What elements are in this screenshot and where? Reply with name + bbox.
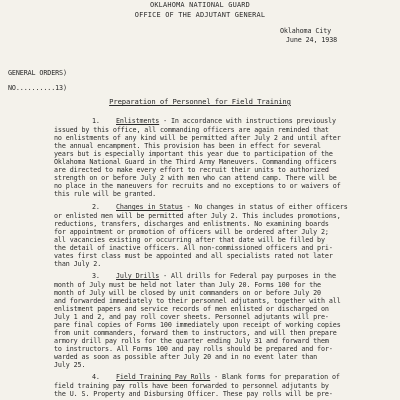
paragraph-line: July 25. xyxy=(54,361,86,369)
paragraph-line: warded as soon as possible after July 20 and in no event later than xyxy=(54,353,318,361)
paragraph-line: Enlistments - In accordance with instructions previously xyxy=(116,117,336,125)
paragraph-heading: Field Training Pay Rolls xyxy=(116,373,211,381)
paragraph-line: this rule will be granted. xyxy=(54,190,157,198)
paragraph-line: than July 2. xyxy=(54,260,102,268)
orders-number: NO..........13) xyxy=(8,84,67,92)
paragraph-number: 3. xyxy=(92,272,100,280)
paragraph-line: pare final copies of Forms 100 immediately upon receipt of working copies xyxy=(54,321,341,329)
paragraph-heading: Enlistments xyxy=(116,117,160,125)
date: June 24, 1938 xyxy=(286,36,338,44)
paragraph-number: 4. xyxy=(92,373,100,381)
paragraph-line: the detail of inactive officers. All non-commissioned officers and pri- xyxy=(54,244,333,252)
paragraph-line: all vacancies existing or occurring after that date will be filled by xyxy=(54,236,325,244)
paragraph-line: enlistment papers and service records of men enlisted or discharged on xyxy=(54,305,329,313)
paragraph-line: from unit commanders, forward them to instructors, and will then prepare xyxy=(54,329,337,337)
org-name: OKLAHOMA NATIONAL GUARD xyxy=(149,1,251,9)
paragraph-line: for appointment or promotion of officers will be ordered after July 2; xyxy=(54,228,329,236)
office-name: OFFICE OF THE ADJUTANT GENERAL xyxy=(134,11,266,19)
paragraph-line: issued by this office, all commanding officers are again reminded that xyxy=(54,126,329,134)
paragraph-line: the U. S. Property and Disbursing Officer. These pay rolls will be pre- xyxy=(54,390,333,398)
paragraph-line: strength on or before July 2 with men who can attend camp. There will be xyxy=(54,174,337,182)
paragraph-number: 2. xyxy=(92,203,100,211)
paragraph-line: month of July must be held not later than July 20. Forms 100 for the xyxy=(54,281,321,289)
paragraph-line: Changes in Status - No changes in status of either officers xyxy=(116,203,348,211)
paragraph-line: no enlistments of any kind will be permitted after July 2 and until after xyxy=(54,134,341,142)
paragraph-line: July Drills - All drills for Federal pay purposes in the xyxy=(116,272,336,280)
paragraph-line: reductions, transfers, discharges and enlistments. No examining boards xyxy=(54,220,329,228)
place: Oklahoma City xyxy=(280,27,332,35)
paragraph-line: are directed to make every effort to recruit their units to authorized xyxy=(54,166,329,174)
paragraph-line: July 1 and 2, and pay roll cover sheets. Personnel adjutants will pre- xyxy=(54,313,329,321)
paragraph-heading: July Drills xyxy=(116,272,160,280)
paragraph-line: field training pay rolls have been forwarded to personnel adjutants by xyxy=(54,382,329,390)
paragraph-line: years but is especially important this year due to participation of the xyxy=(54,150,333,158)
paragraph-line: month of July will be closed by unit commanders on or before July 20 xyxy=(54,289,321,297)
paragraph-heading: Changes in Status xyxy=(116,203,183,211)
document-title: Preparation of Personnel for Field Training xyxy=(109,97,291,106)
paragraph-line: to instructors. All Forms 100 and pay rolls should be prepared and for- xyxy=(54,345,333,353)
paragraph-line: no place in the maneuvers for recruits and no exceptions to or waivers of xyxy=(54,182,341,190)
paragraph-line: the annual encampment. This provision has been in effect for several xyxy=(54,142,321,150)
paragraph-line: and forwarded immediately to their personnel adjutants, together with all xyxy=(54,297,341,305)
paragraph-line: armory drill pay rolls for the quarter ending July 31 and forward them xyxy=(54,337,329,345)
paragraph-line: or enlisted men will be permitted after July 2. This includes promotions, xyxy=(54,212,341,220)
paragraph-number: 1. xyxy=(92,117,100,125)
orders-label: GENERAL ORDERS) xyxy=(8,69,67,77)
paragraph-line: Field Training Pay Rolls - Blank forms for preparation of xyxy=(116,373,340,381)
paragraph-line: vates first class must be appointed and all specialists rated not later xyxy=(54,252,333,260)
paragraph-line: Oklahoma National Guard in the Third Army Maneuvers. Commanding officers xyxy=(54,158,337,166)
